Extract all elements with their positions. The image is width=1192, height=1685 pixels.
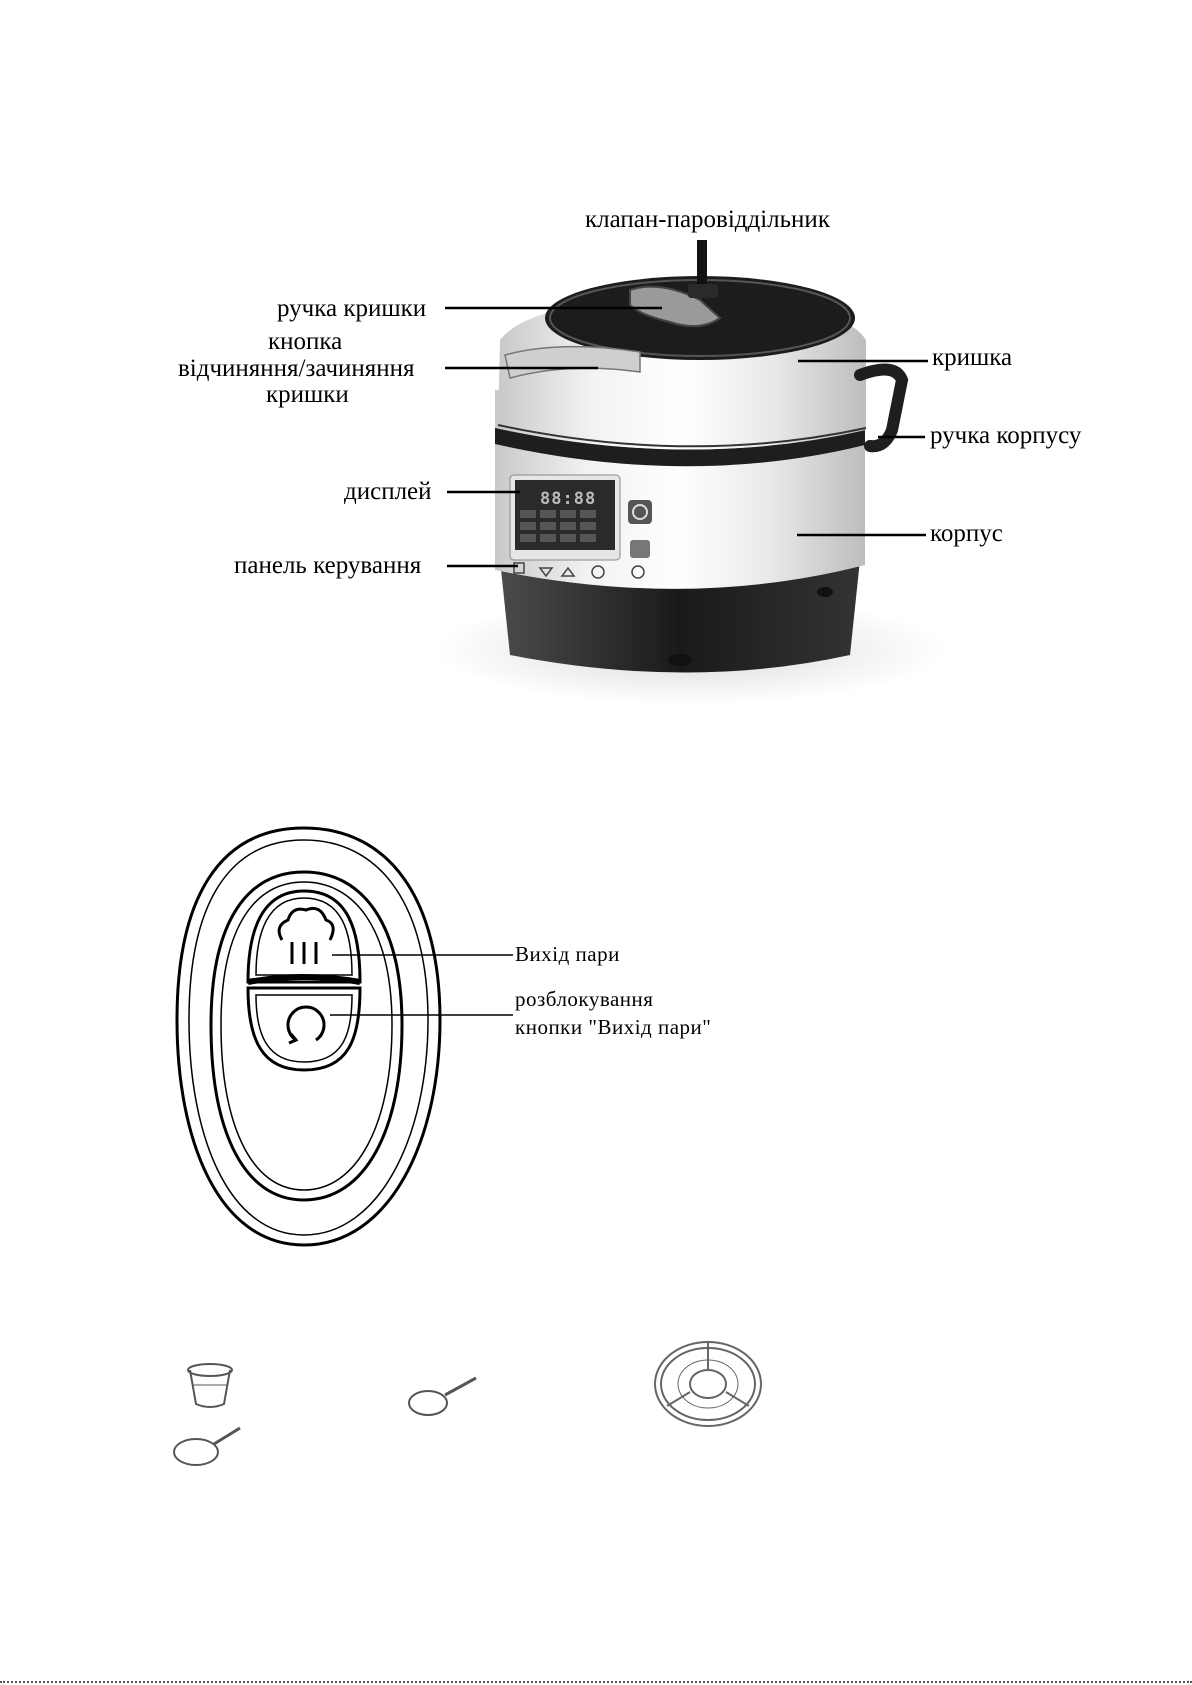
page-bottom-rule bbox=[0, 1681, 1192, 1683]
label-lid-handle: ручка кришки bbox=[277, 295, 427, 322]
label-body-handle: ручка корпусу bbox=[930, 422, 1082, 449]
label-lid-button-line3: кришки bbox=[266, 381, 349, 408]
label-steam-outlet: Вихід пари bbox=[515, 942, 620, 966]
soup-spoon-icon bbox=[409, 1378, 476, 1415]
label-steam-valve: клапан-паровіддільник bbox=[585, 206, 830, 233]
label-lid: кришка bbox=[932, 344, 1013, 371]
figure2-leader-lines bbox=[330, 955, 513, 1015]
label-display: дисплей bbox=[344, 478, 432, 505]
label-control-panel: панель керування bbox=[234, 552, 422, 579]
measuring-cup-icon bbox=[188, 1364, 232, 1407]
label-body: корпус bbox=[930, 520, 1003, 547]
steam-rack-icon bbox=[655, 1342, 761, 1426]
label-unlock-line1: розблокування bbox=[515, 987, 654, 1011]
lid-top-view-drawing bbox=[177, 828, 440, 1245]
rice-spoon-icon bbox=[174, 1428, 240, 1465]
multicooker-photo bbox=[435, 240, 945, 705]
label-lid-button-line2: відчиняння/зачиняння bbox=[178, 355, 415, 382]
device-display-digits: 88:88 bbox=[540, 489, 597, 509]
label-unlock-line2: кнопки "Вихід пари" bbox=[515, 1015, 712, 1039]
label-lid-button-line1: кнопка bbox=[268, 328, 343, 355]
